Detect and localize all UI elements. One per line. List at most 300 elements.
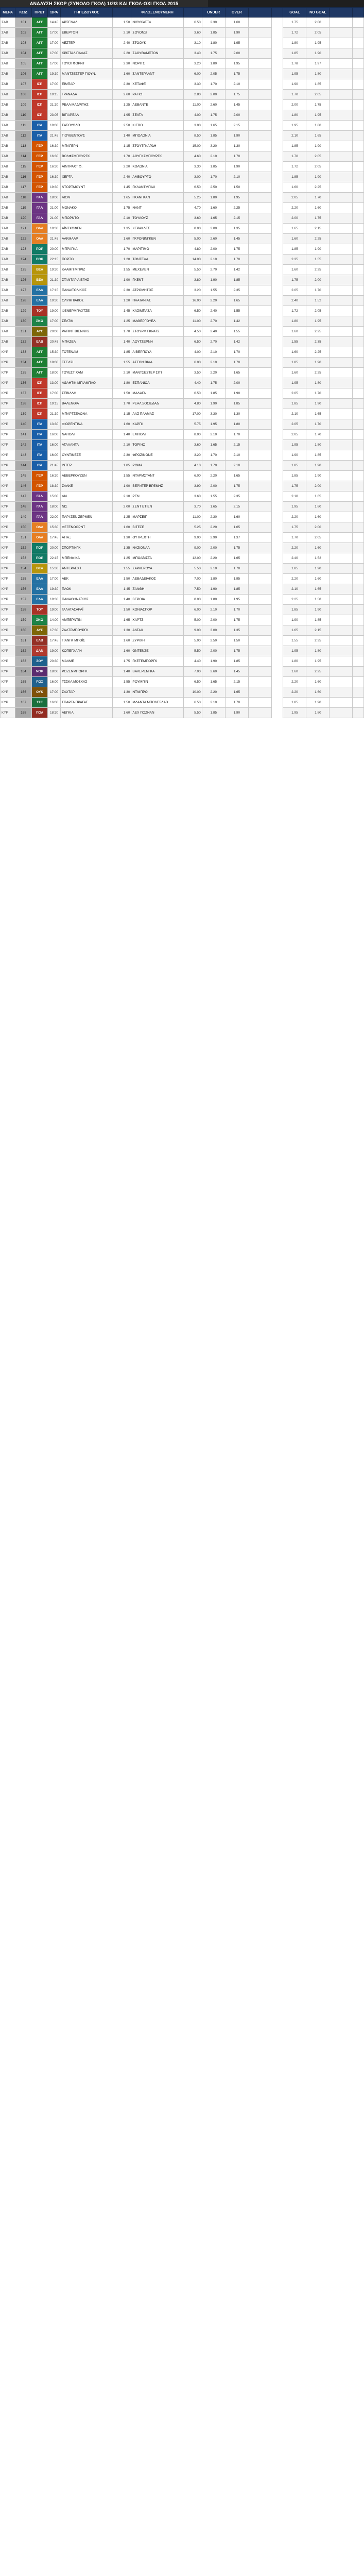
kickoff-time-cell: 17:00 <box>48 388 61 399</box>
day-cell: ΣΑΒ <box>1 275 15 285</box>
over-odd-cell: 1.42 <box>225 316 248 327</box>
table-row[interactable] <box>1 100 364 110</box>
no-goal-odd-cell: 1.70 <box>306 285 330 296</box>
table-row[interactable] <box>1 595 364 605</box>
under-odd-cell: 2.10 <box>202 430 225 440</box>
no-goal-odd-cell: 2.00 <box>306 522 330 533</box>
no-goal-odd-cell: 1.90 <box>306 358 330 368</box>
column-header[interactable] <box>271 8 283 18</box>
kickoff-time-cell: 16:00 <box>48 430 61 440</box>
away-team-cell: ΣΤΟΥΡΜ ΓΚΡΑΤΣ <box>131 327 183 337</box>
over-odd-cell: 1.55 <box>225 327 248 337</box>
spacer-cell <box>271 121 283 131</box>
no-goal-odd-cell: 1.70 <box>306 419 330 430</box>
goal-odd-cell: 1.95 <box>283 708 306 718</box>
no-goal-odd-cell: 1.85 <box>306 450 330 461</box>
table-row[interactable] <box>1 625 364 636</box>
column-header[interactable]: ΓΗΠΕΔΟΥΧΟΣ <box>61 8 113 18</box>
table-row[interactable] <box>1 358 364 368</box>
table-row[interactable] <box>1 141 364 151</box>
over-odd-cell: 1.85 <box>225 584 248 595</box>
column-header[interactable]: ΚΩΔ <box>15 8 32 18</box>
league-cell: ΟΛΛ <box>31 533 48 543</box>
extra-cell <box>353 182 364 193</box>
kickoff-time-cell: 16:30 <box>48 151 61 162</box>
extra-cell <box>330 18 353 28</box>
over-odd-cell: 1.70 <box>225 430 248 440</box>
extra-cell <box>353 59 364 69</box>
extra-cell <box>330 141 353 151</box>
over-odd-cell: 2.10 <box>225 461 248 471</box>
goal-odd-cell: 1.85 <box>283 172 306 182</box>
spacer-cell <box>271 193 283 203</box>
home-team-cell: ΜΠΑΓΕΡΝ <box>61 141 113 151</box>
match-code-cell: 127 <box>15 285 32 296</box>
away-odd-cell: 4.10 <box>183 461 202 471</box>
over-odd-cell: 2.15 <box>225 502 248 512</box>
no-goal-odd-cell: 1.60 <box>306 543 330 553</box>
column-header[interactable]: OVER <box>225 8 248 18</box>
under-odd-cell: 2.50 <box>202 636 225 646</box>
column-header[interactable]: GOAL <box>283 8 306 18</box>
under-odd-cell: 1.85 <box>202 28 225 38</box>
match-code-cell: 155 <box>15 574 32 584</box>
league-cell: ΙΤΑ <box>31 440 48 450</box>
no-goal-odd-cell: 1.90 <box>306 48 330 59</box>
home-odd-cell: 1.70 <box>113 399 131 409</box>
table-row[interactable] <box>1 409 364 419</box>
extra-cell <box>330 605 353 615</box>
spacer-cell <box>271 306 283 316</box>
over-odd-cell: 1.85 <box>225 275 248 285</box>
day-cell: ΚΥΡ <box>1 450 15 461</box>
league-cell: ΙΣΠ <box>31 409 48 419</box>
no-goal-odd-cell: 1.80 <box>306 708 330 718</box>
home-team-cell: ΕΒΕΡΤΟΝ <box>61 28 113 38</box>
table-row[interactable] <box>1 687 364 698</box>
table-row[interactable] <box>1 698 364 708</box>
goal-odd-cell: 1.72 <box>283 306 306 316</box>
table-row[interactable] <box>1 203 364 213</box>
table-row[interactable] <box>1 430 364 440</box>
spacer-cell <box>271 388 283 399</box>
day-cell: ΣΑΒ <box>1 121 15 131</box>
league-cell: ΟΥΚ <box>31 687 48 698</box>
column-header[interactable]: NO GOAL <box>306 8 330 18</box>
table-row[interactable] <box>1 677 364 687</box>
table-row[interactable] <box>1 337 364 347</box>
under-odd-cell: 1.80 <box>202 574 225 584</box>
league-cell: ΕΛΒ <box>31 636 48 646</box>
away-odd-cell: 3.00 <box>183 172 202 182</box>
no-goal-odd-cell: 1.80 <box>306 121 330 131</box>
spacer-cell <box>271 151 283 162</box>
extra-cell <box>248 636 271 646</box>
over-odd-cell: 1.90 <box>225 28 248 38</box>
away-odd-cell: 4.00 <box>183 347 202 358</box>
home-odd-cell: 2.10 <box>113 368 131 378</box>
home-odd-cell: 1.60 <box>113 419 131 430</box>
table-row[interactable] <box>1 388 364 399</box>
home-odd-cell: 2.20 <box>113 48 131 59</box>
league-cell: ΙΤΑ <box>31 450 48 461</box>
table-row[interactable] <box>1 667 364 677</box>
goal-odd-cell: 2.05 <box>283 193 306 203</box>
extra-cell <box>330 419 353 430</box>
table-row[interactable] <box>1 48 364 59</box>
extra-cell <box>330 265 353 275</box>
table-row[interactable] <box>1 285 364 296</box>
away-odd-cell: 14.00 <box>183 255 202 265</box>
away-odd-cell: 3.30 <box>183 79 202 90</box>
table-row[interactable] <box>1 59 364 69</box>
table-row[interactable] <box>1 234 364 244</box>
column-header[interactable]: ΦΙΛΟΞΕΝΟΥΜΕΝΗ <box>131 8 183 18</box>
table-row[interactable] <box>1 347 364 358</box>
column-header[interactable] <box>353 8 364 18</box>
extra-cell <box>330 151 353 162</box>
spacer-cell <box>271 522 283 533</box>
over-odd-cell: 1.45 <box>225 234 248 244</box>
home-odd-cell: 1.45 <box>113 584 131 595</box>
under-odd-cell: 1.70 <box>202 450 225 461</box>
column-header[interactable] <box>330 8 353 18</box>
home-team-cell: ΑΜΠΕΡΝΤΙΝ <box>61 615 113 625</box>
over-odd-cell: 1.90 <box>225 708 248 718</box>
table-row[interactable] <box>1 440 364 450</box>
table-row[interactable] <box>1 306 364 316</box>
away-team-cell: ΚΟΝΙΑΣΠΟΡ <box>131 605 183 615</box>
match-code-cell: 119 <box>15 203 32 213</box>
spacer-cell <box>271 667 283 677</box>
spacer-cell <box>271 481 283 492</box>
home-odd-cell: 2.30 <box>113 79 131 90</box>
spacer-cell <box>271 48 283 59</box>
under-odd-cell: 2.40 <box>202 327 225 337</box>
table-row[interactable] <box>1 193 364 203</box>
extra-cell <box>353 698 364 708</box>
home-team-cell: ΛΕΒΕΡΚΟΥΖΕΝ <box>61 471 113 481</box>
table-row[interactable] <box>1 564 364 574</box>
home-odd-cell: 1.60 <box>113 69 131 79</box>
table-row[interactable] <box>1 296 364 306</box>
extra-cell <box>248 121 271 131</box>
column-header[interactable] <box>248 8 271 18</box>
day-cell: ΚΥΡ <box>1 564 15 574</box>
table-row[interactable] <box>1 471 364 481</box>
extra-cell <box>248 316 271 327</box>
spacer-cell <box>271 512 283 522</box>
extra-cell <box>330 182 353 193</box>
match-code-cell: 109 <box>15 100 32 110</box>
league-cell: ΣΚΩ <box>31 316 48 327</box>
match-code-cell: 113 <box>15 141 32 151</box>
table-row[interactable] <box>1 543 364 553</box>
away-team-cell: ΜΑΡΙΤΙΜΟ <box>131 244 183 255</box>
page-title: ΑΝΑΛΥΣΗ ΣΚΟΡ (ΣΥΝΟΛΟ ΓΚΟΛ) 1/2/3 ΚΑΙ ΓΚΟΛ-ΟΧΙ ΓΚΟΛ 2015 <box>0 0 208 7</box>
home-team-cell: ΑΘΛΗΤΙΚ ΜΠΙΛΜΠΑΟ <box>61 378 113 388</box>
extra-cell <box>330 584 353 595</box>
table-row[interactable] <box>1 584 364 595</box>
under-odd-cell: 2.20 <box>202 687 225 698</box>
under-odd-cell: 3.20 <box>202 141 225 151</box>
table-row[interactable] <box>1 368 364 378</box>
no-goal-odd-cell: 1.80 <box>306 69 330 79</box>
table-row[interactable] <box>1 522 364 533</box>
away-team-cell: ΧΑΡΤΣ <box>131 615 183 625</box>
no-goal-odd-cell: 1.80 <box>306 378 330 388</box>
table-row[interactable] <box>1 316 364 327</box>
goal-odd-cell: 1.55 <box>283 337 306 347</box>
under-odd-cell: 2.10 <box>202 358 225 368</box>
table-row[interactable] <box>1 172 364 182</box>
away-team-cell: ΟΝΤΕΝΣΕ <box>131 646 183 656</box>
table-row[interactable] <box>1 636 364 646</box>
column-header[interactable]: ΜΕΡΑ <box>1 8 15 18</box>
home-team-cell: ΛΙΟΝ <box>61 193 113 203</box>
away-team-cell: ΣΕΝΤ ΕΤΙΕΝ <box>131 502 183 512</box>
away-team-cell: ΝΟΡΙΤΣ <box>131 59 183 69</box>
day-cell: ΣΑΒ <box>1 38 15 48</box>
under-odd-cell: 2.10 <box>202 698 225 708</box>
no-goal-odd-cell: 1.60 <box>306 203 330 213</box>
match-code-cell: 148 <box>15 502 32 512</box>
no-goal-odd-cell: 2.25 <box>306 234 330 244</box>
extra-cell <box>330 461 353 471</box>
away-odd-cell: 4.70 <box>183 203 202 213</box>
no-goal-odd-cell: 1.60 <box>306 677 330 687</box>
under-odd-cell: 2.00 <box>202 481 225 492</box>
extra-cell <box>353 131 364 141</box>
away-odd-cell: 6.00 <box>183 358 202 368</box>
table-row[interactable] <box>1 461 364 471</box>
no-goal-odd-cell: 2.35 <box>306 636 330 646</box>
under-odd-cell: 2.30 <box>202 18 225 28</box>
under-odd-cell: 1.90 <box>202 399 225 409</box>
table-row[interactable] <box>1 131 364 141</box>
goal-odd-cell: 1.85 <box>283 244 306 255</box>
league-cell: ΤΟΥ <box>31 605 48 615</box>
extra-cell <box>330 522 353 533</box>
table-row[interactable] <box>1 28 364 38</box>
table-row[interactable] <box>1 481 364 492</box>
goal-odd-cell: 1.85 <box>283 461 306 471</box>
table-row[interactable] <box>1 502 364 512</box>
table-row[interactable] <box>1 450 364 461</box>
league-cell: ΓΑΛ <box>31 203 48 213</box>
away-team-cell: ΑΛΤΑΧ <box>131 625 183 636</box>
league-cell: ΓΑΛ <box>31 502 48 512</box>
goal-odd-cell: 1.85 <box>283 605 306 615</box>
home-odd-cell: 1.55 <box>113 358 131 368</box>
kickoff-time-cell: 19:00 <box>48 646 61 656</box>
spacer-cell <box>271 605 283 615</box>
over-odd-cell: 1.70 <box>225 347 248 358</box>
league-cell: ΑΓΓ <box>31 59 48 69</box>
home-odd-cell: 1.45 <box>113 182 131 193</box>
spacer-cell <box>271 574 283 584</box>
under-odd-cell: 1.80 <box>202 59 225 69</box>
under-odd-cell: 1.60 <box>202 203 225 213</box>
under-odd-cell: 1.65 <box>202 440 225 450</box>
home-odd-cell: 1.55 <box>113 265 131 275</box>
day-cell: ΚΥΡ <box>1 656 15 667</box>
table-row[interactable] <box>1 553 364 564</box>
home-team-cell: ΒΑΛΕΝΘΙΑ <box>61 399 113 409</box>
away-odd-cell: 3.60 <box>183 440 202 450</box>
match-code-cell: 137 <box>15 388 32 399</box>
away-odd-cell: 3.20 <box>183 285 202 296</box>
home-team-cell: ΑΛΚΜΑΑΡ <box>61 234 113 244</box>
goal-odd-cell: 1.95 <box>283 69 306 79</box>
away-odd-cell: 6.50 <box>183 182 202 193</box>
under-odd-cell: 2.90 <box>202 533 225 543</box>
day-cell: ΣΑΒ <box>1 203 15 213</box>
kickoff-time-cell: 17:00 <box>48 48 61 59</box>
table-row[interactable] <box>1 533 364 543</box>
kickoff-time-cell: 18:30 <box>48 481 61 492</box>
table-row[interactable] <box>1 646 364 656</box>
extra-cell <box>330 399 353 409</box>
column-header[interactable] <box>113 8 131 18</box>
day-cell: ΚΥΡ <box>1 440 15 450</box>
match-code-cell: 162 <box>15 646 32 656</box>
over-odd-cell: 1.70 <box>225 698 248 708</box>
kickoff-time-cell: 18:00 <box>48 502 61 512</box>
kickoff-time-cell: 23:05 <box>48 110 61 121</box>
spacer-cell <box>271 595 283 605</box>
goal-odd-cell: 1.78 <box>283 59 306 69</box>
column-header[interactable]: ΠΡΩΤ <box>31 8 48 18</box>
table-row[interactable] <box>1 255 364 265</box>
extra-cell <box>330 615 353 625</box>
extra-cell <box>248 409 271 419</box>
goal-odd-cell: 1.60 <box>283 667 306 677</box>
over-odd-cell: 1.95 <box>225 595 248 605</box>
goal-odd-cell: 2.05 <box>283 388 306 399</box>
table-row[interactable] <box>1 574 364 584</box>
home-team-cell: ΓΟΥΕΣΤ ΧΑΜ <box>61 368 113 378</box>
no-goal-odd-cell: 1.60 <box>306 687 330 698</box>
no-goal-odd-cell: 1.95 <box>306 316 330 327</box>
table-row[interactable] <box>1 79 364 90</box>
column-header[interactable]: ΩΡΑ <box>48 8 61 18</box>
home-odd-cell: 1.60 <box>113 646 131 656</box>
kickoff-time-cell: 19:15 <box>48 90 61 100</box>
under-odd-cell: 2.70 <box>202 265 225 275</box>
kickoff-time-cell: 18:00 <box>48 358 61 368</box>
home-team-cell: ΑΝΤΕΡΛΕΧΤ <box>61 564 113 574</box>
over-odd-cell: 1.95 <box>225 574 248 584</box>
no-goal-odd-cell: 2.25 <box>306 347 330 358</box>
away-team-cell: ΝΑΝΤ <box>131 203 183 213</box>
extra-cell <box>248 708 271 718</box>
extra-cell <box>353 347 364 358</box>
extra-cell <box>330 667 353 677</box>
goal-odd-cell: 2.10 <box>283 131 306 141</box>
table-row[interactable] <box>1 182 364 193</box>
table-row[interactable] <box>1 512 364 522</box>
day-cell: ΣΑΒ <box>1 172 15 182</box>
table-row[interactable] <box>1 399 364 409</box>
kickoff-time-cell: 17:00 <box>48 38 61 48</box>
no-goal-odd-cell: 1.90 <box>306 698 330 708</box>
no-goal-odd-cell: 2.15 <box>306 625 330 636</box>
table-row[interactable] <box>1 378 364 388</box>
extra-cell <box>353 605 364 615</box>
table-row[interactable] <box>1 162 364 172</box>
extra-cell <box>248 100 271 110</box>
over-odd-cell: 2.00 <box>225 48 248 59</box>
kickoff-time-cell: 19:30 <box>48 182 61 193</box>
over-odd-cell: 1.37 <box>225 533 248 543</box>
table-row[interactable] <box>1 69 364 79</box>
extra-cell <box>248 595 271 605</box>
extra-cell <box>248 193 271 203</box>
away-odd-cell: 6.50 <box>183 677 202 687</box>
home-odd-cell: 2.50 <box>113 121 131 131</box>
match-code-cell: 143 <box>15 450 32 461</box>
table-row[interactable] <box>1 110 364 121</box>
extra-cell <box>248 450 271 461</box>
extra-cell <box>248 172 271 182</box>
column-header[interactable] <box>183 8 202 18</box>
match-code-cell: 125 <box>15 265 32 275</box>
over-odd-cell: 1.85 <box>225 399 248 409</box>
table-row[interactable] <box>1 708 364 718</box>
extra-cell <box>330 306 353 316</box>
table-row[interactable] <box>1 275 364 285</box>
table-row[interactable] <box>1 213 364 224</box>
away-team-cell: ΡΟΜΑ <box>131 461 183 471</box>
match-code-cell: 128 <box>15 296 32 306</box>
league-cell: ΠΟΡ <box>31 244 48 255</box>
under-odd-cell: 1.90 <box>202 275 225 285</box>
table-row[interactable] <box>1 656 364 667</box>
extra-cell <box>248 203 271 213</box>
match-code-cell: 168 <box>15 708 32 718</box>
table-row[interactable] <box>1 38 364 48</box>
home-odd-cell: 1.40 <box>113 430 131 440</box>
match-code-cell: 158 <box>15 605 32 615</box>
under-odd-cell: 2.00 <box>202 90 225 100</box>
no-goal-odd-cell: 2.00 <box>306 481 330 492</box>
table-row[interactable] <box>1 244 364 255</box>
table-row[interactable] <box>1 121 364 131</box>
away-team-cell: ΝΤΝΙΠΡΟ <box>131 687 183 698</box>
column-header[interactable]: UNDER <box>202 8 225 18</box>
extra-cell <box>330 213 353 224</box>
spacer-cell <box>271 224 283 234</box>
under-odd-cell: 3.30 <box>202 409 225 419</box>
table-row[interactable] <box>1 605 364 615</box>
extra-cell <box>248 512 271 522</box>
league-cell: ΓΕΡ <box>31 471 48 481</box>
table-row[interactable] <box>1 327 364 337</box>
table-row[interactable] <box>1 419 364 430</box>
table-row[interactable] <box>1 151 364 162</box>
extra-cell <box>248 69 271 79</box>
table-row[interactable] <box>1 90 364 100</box>
table-row[interactable] <box>1 615 364 625</box>
home-odd-cell: 1.40 <box>113 131 131 141</box>
extra-cell <box>353 234 364 244</box>
table-row[interactable] <box>1 18 364 28</box>
under-odd-cell: 2.20 <box>202 522 225 533</box>
table-row[interactable] <box>1 265 364 275</box>
table-row[interactable] <box>1 224 364 234</box>
table-row[interactable] <box>1 492 364 502</box>
